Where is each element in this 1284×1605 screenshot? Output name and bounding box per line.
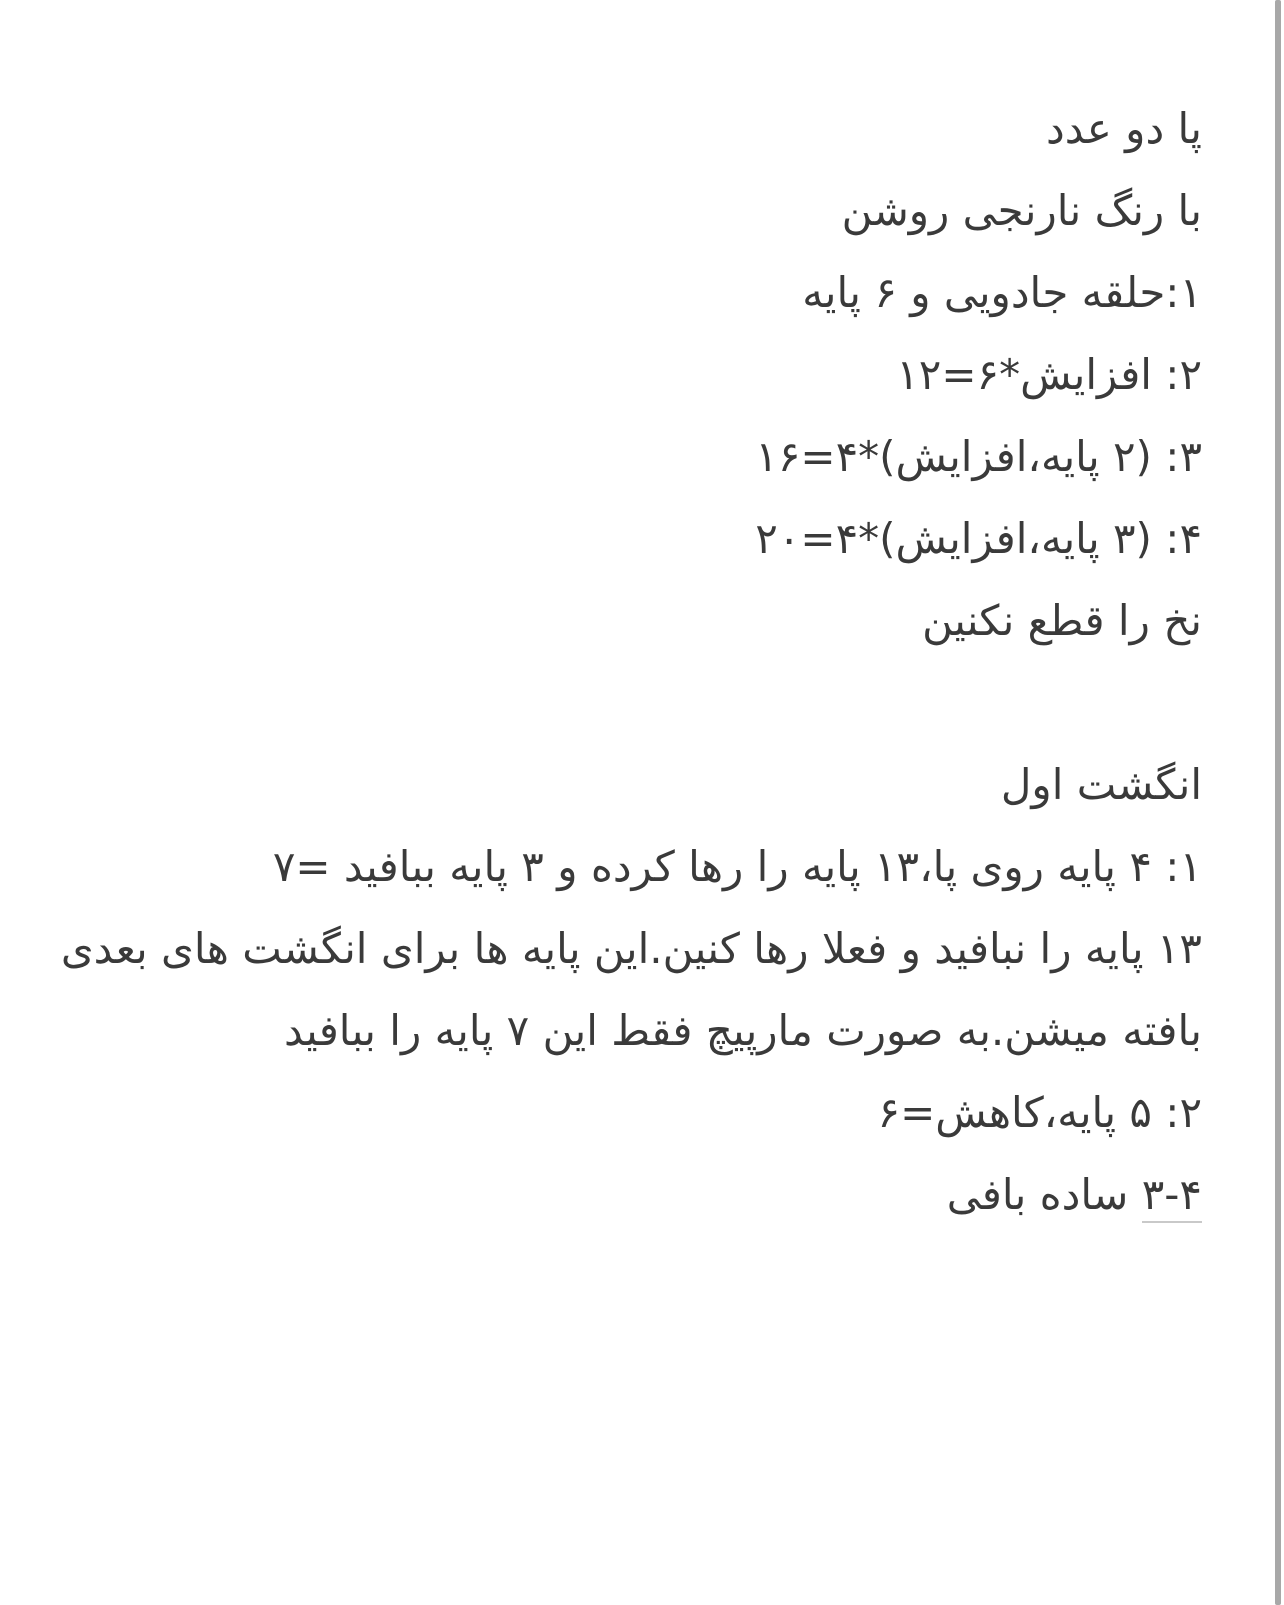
rows-range-link[interactable]: ۳-۴ xyxy=(1142,1170,1202,1223)
note-body xyxy=(60,88,1202,1236)
note-line-row-3: ۳: (۲ پایه،افزایش)*۴=۱۶ xyxy=(755,432,1202,481)
note-line-finger-row-2: ۲: ۵ پایه،کاهش=۶ xyxy=(877,1088,1202,1137)
note-line-finger-row-1: ۱: ۴ پایه روی پا،۱۳ پایه را رها کرده و ۳ پایه ببافید =۷ xyxy=(272,842,1202,891)
note-line-row-1: ۱:حلقه جادویی و ۶ پایه xyxy=(802,268,1202,317)
note-paragraph-instructions: ۱۳ پایه را نبافید و فعلا رها کنین.این پایه ها برای انگشت های بعدی بافته میشن.به صورت مارپیچ فقط این ۷ پایه را ببافید xyxy=(60,924,1202,1055)
note-line-title: پا دو عدد xyxy=(1046,104,1202,153)
note-line-row-2: ۲: افزایش*۶=۱۲ xyxy=(896,350,1202,399)
blank-line xyxy=(60,662,1202,744)
note-line-row-4: ۴: (۳ پایه،افزایش)*۴=۲۰ xyxy=(755,514,1202,563)
note-line-first-finger: انگشت اول xyxy=(1000,760,1202,809)
scrollbar-thumb[interactable] xyxy=(1275,0,1281,1605)
note-line-dont-cut: نخ را قطع نکنین xyxy=(922,596,1202,645)
plain-knit-label: ساده بافی xyxy=(946,1170,1142,1219)
scrollbar[interactable] xyxy=(1265,0,1284,1605)
note-line-color: با رنگ نارنجی روشن xyxy=(841,186,1202,235)
note-line-finger-rows-3-4 xyxy=(60,1154,1202,1236)
